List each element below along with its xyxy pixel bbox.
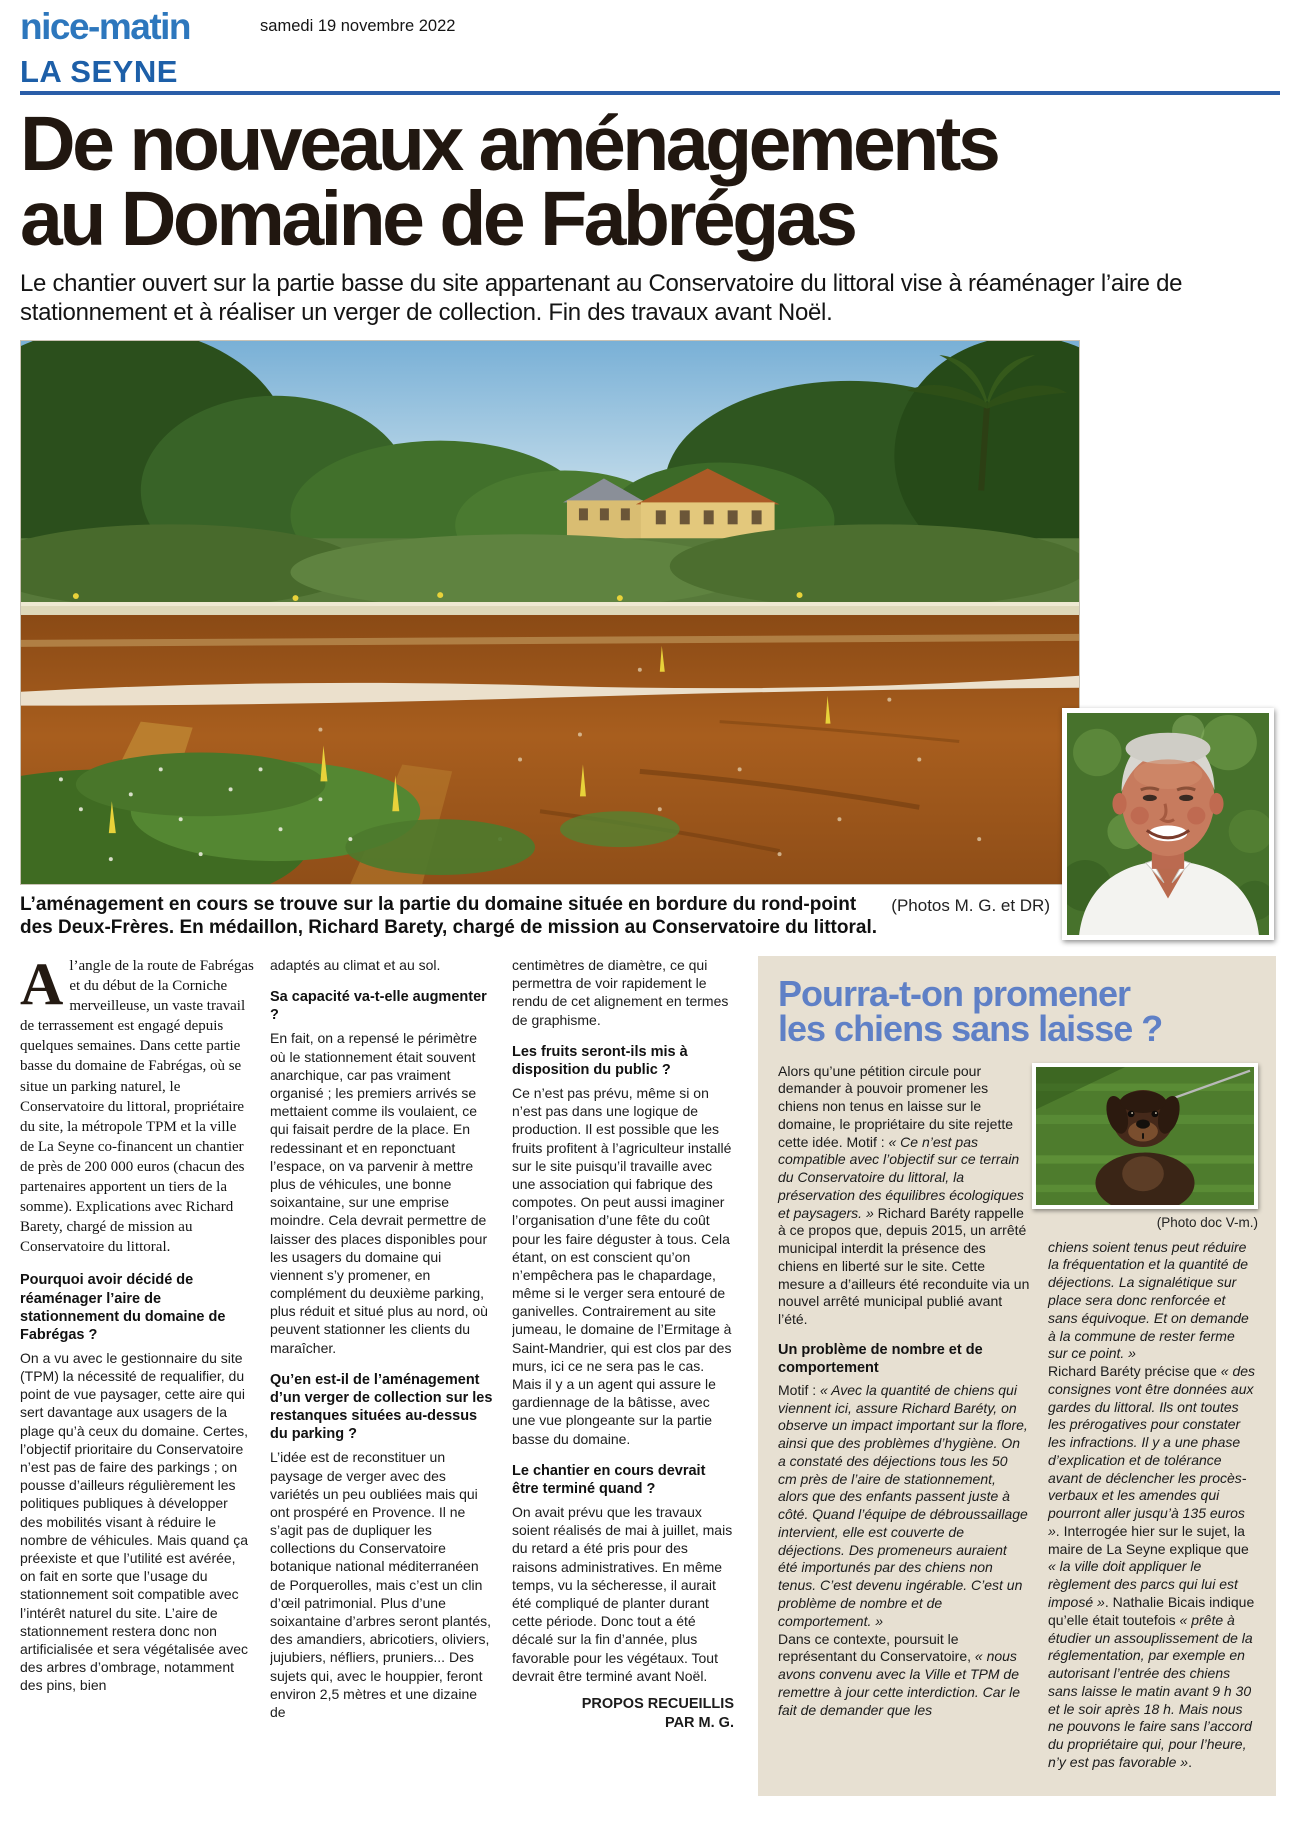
article-body	[20, 956, 1280, 1801]
answer-1: On a vu avec le gestionnaire du site (TPM) la nécessité de requalifier, du point de vue paysager, cette aire qui sert davantage aux usagers de la plage qu’à ceux du domaine. Certes, l’objectif prioritaire du Conservatoire n’est pas de faire des parkings ; on pousse d’ailleurs régulièrement les politiques publiques à développer des mobilités visant à réduire le nombre de véhicules. Mais quand ça préexiste et que l’utilité est avérée, on fait en sorte que l’usage du stationnement soit compatible avec l’intérêt naturel du site. L’aire de stationnement restera donc non artificialisée et sera végétalisée avec des arbres d’ombrage, notamment des pins, bien	[20, 1349, 249, 1694]
sidebar-box	[758, 956, 1276, 1796]
question-2: Sa capacité va-t-elle augmenter ?	[270, 989, 487, 1024]
sidebar-right-column	[1048, 1063, 1258, 1772]
column-2	[270, 956, 496, 1801]
section-label: LA SEYNE	[20, 54, 178, 89]
photo-block	[20, 340, 1080, 885]
headline-line-2: au Domaine de Fabrégas	[20, 176, 855, 263]
sidebar-paragraph-1: Alors qu’une pétition circule pour demander à pouvoir promener les chiens non tenus en laisse sur le domaine, le propriétaire du site rejette cette idée. Motif : « Ce n’est pas compatible avec l’objectif sur ce terrain du Conservatoire du littoral, la préservation des équilibres écologiques et paysagers. » Richard Baréty rappelle à ce propos que, depuis 2015, un arrêté municipal interdit la présence des chiens en liberté sur le site. Cette mesure a d’ailleurs été reconduite via un nouvel arrêté municipal publié avant l’été.	[778, 1062, 1030, 1328]
byline	[512, 1695, 734, 1734]
issue-date: samedi 19 novembre 2022	[260, 17, 456, 35]
answer-4: Ce n’est pas prévu, même si on n’est pas dans une logique de production. Il est possible que les fruits profitent à l’agriculteur installé sur le site puisqu’il travaille avec une association qui fabrique des compotes. On peut aussi imaginer l’organisation d’une fête du coût pour les faire déguster à tous. Cela étant, on est conscient qu’on n’empêchera pas le chapardage, même si le verger sera entouré de ganivelles. Contrairement au site jumeau, le domaine de l’Ermitage à Saint-Mandrier, qui est clos par des murs, ici ce ne sera pas le cas. Mais il y a un agent qui assure le gardiennage de la bâtisse, avec une vue plongeante sur la partie basse du domaine.	[512, 1085, 732, 1447]
sidebar-paragraph-4: chiens soient tenus peut réduire la fréquentation et la quantité de déjections. La signalétique sur place sera donc renforcée et sans équivoque. Et on demande à la commune de rester ferme sur ce point. »	[1048, 1238, 1249, 1362]
article-headline	[20, 101, 1280, 263]
column-1	[20, 956, 254, 1801]
column-3	[512, 956, 734, 1801]
photo-credit: (Photos M. G. et DR)	[891, 895, 1050, 915]
column-3-continuation: centimètres de diamètre, ce qui permettra de voir rapidement le rendu de cet alignement en termes de graphisme.	[512, 957, 729, 1028]
question-1: Pourquoi avoir décidé de réaménager l’aire de stationnement du domaine de Fabrégas ?	[20, 1272, 226, 1343]
headline-line-1: De nouveaux aménagements	[20, 101, 998, 187]
dropcap: A	[20, 956, 64, 1017]
inset-portrait-frame	[1062, 708, 1274, 940]
column-2-continuation: adaptés au climat et au sol.	[270, 957, 441, 973]
sidebar-paragraph-3: Dans ce contexte, poursuit le représentant du Conservatoire, « nous avons convenu avec la Ville et TPM de remettre à jour cette interdiction. Car le fait de demander que les	[778, 1630, 1020, 1718]
question-4: Les fruits seront-ils mis à disposition du public ?	[512, 1043, 688, 1078]
nice-matin-logo: nice-matin	[20, 6, 191, 47]
intro-paragraph	[20, 956, 254, 1257]
dog-photo-credit: (Photo doc V-m.)	[1156, 1214, 1258, 1230]
sidebar-title-line-1: Pourra-t-on promener	[778, 973, 1131, 1014]
section-rule-divider	[20, 91, 1280, 95]
sidebar-subhead: Un problème de nombre et de comportement	[778, 1342, 983, 1377]
landscape-photo-image	[20, 340, 1080, 885]
dog-photo-image	[1036, 1067, 1254, 1205]
sidebar-paragraph-2: Motif : « Avec la quantité de chiens qui viennent ici, assure Richard Baréty, on observe un impact important sur la flore, ainsi que des problèmes d’hygiène. On a constaté des déjections tous les 50 cm près de l’aire de stationnement, alors que des enfants passent juste à côté. Quand l’équipe de débroussaillage intervient, elle est couverte de déjections. Des promeneurs auraient été importunés par des chiens non tenus. C’est devenu ingérable. C’est un problème de nombre et de comportement. »	[778, 1381, 1028, 1629]
sidebar-title	[778, 973, 1258, 1050]
sidebar-left-column	[778, 1063, 1030, 1772]
question-5: Le chantier en cours devrait être terminé quand ?	[512, 1462, 706, 1497]
photo-caption-text: L’aménagement en cours se trouve sur la partie du domaine située en bordure du rond-point des Deux-Frères. En médaillon, Richard Barety, chargé de mission au Conservatoire du littoral.	[20, 893, 878, 939]
dog-photo-frame	[1032, 1063, 1258, 1209]
byline-line-2: PAR M. G.	[664, 1715, 734, 1732]
sidebar-title-line-2: les chiens sans laisse ?	[778, 1008, 1163, 1050]
masthead	[20, 0, 1280, 50]
sidebar-columns	[778, 1063, 1258, 1772]
answer-3: L’idée est de reconstituer un paysage de verger avec des variétés un peu oubliées mais qui ont prospéré en Provence. Il ne s’agit pas de dupliquer les collections du Conservatoire botanique national méditerranéen de Porquerolles, mais c’est un clin d’œil patrimonial. Plus d’une soixantaine d’arbres seront plantés, des amandiers, abricotiers, oliviers, jujubiers, néfliers, pruniers... Des sujets qui, avec le houppier, feront environ 2,5 mètres et une dizaine de	[270, 1449, 492, 1720]
intro-text: l’angle de la route de Fabrégas et du début de la Corniche merveilleuse, un vaste travail de terrassement est engagé depuis quelques semaines. Dans cette partie basse du domaine de Fabrégas, où se situe un parking naturel, le Conservatoire du littoral, propriétaire du site, la métropole TPM et la ville de La Seyne co-financent un chantier de près de 200 000 euros (chacun des partenaires apportent un tiers de la somme). Explications avec Richard Barety, chargé de mission au Conservatoire du littoral.	[20, 958, 254, 1256]
standfirst: Le chantier ouvert sur la partie basse du site appartenant au Conservatoire du littoral vise à réaménager l’aire de stationnement et à réaliser un verger de collection. Fin des travaux avant Noël.	[20, 269, 1183, 326]
byline-line-1: PROPOS RECUEILLIS	[581, 1695, 734, 1712]
question-3: Qu’en est-il de l’aménagement d’un verger de collection sur les restanques situées au-dessus du parking ?	[270, 1371, 493, 1443]
inset-portrait-image	[1067, 713, 1269, 935]
photo-caption	[20, 893, 1050, 941]
sidebar-paragraph-5: Richard Baréty précise que « des consignes vont être données aux gardes du littoral. Ils ont toutes les prérogatives pour constater les infractions. Il y a une phase d’explication et de tolérance avant de déclencher les procès-verbaux et les amendes qui pourront aller jusqu’à 135 euros ». Interrogée hier sur le sujet, la maire de La Seyne explique que « la ville doit appliquer le règlement des parcs qui lui est imposé ». Nathalie Bicais indique qu’elle était toutefois « prête à étudier un assouplissement de la réglementation, par exemple en autorisant l’entrée des chiens sans laisse le matin avant 9 h 30 et le soir après 18 h. Mais nous ne pouvons le faire sans l’accord du propriétaire qui, pour l’heure, n’y est pas favorable ».	[1048, 1363, 1256, 1770]
answer-5: On avait prévu que les travaux soient réalisés de mai à juillet, mais du retard a été pris pour des raisons administratives. En même temps, vu la sécheresse, il aurait été compliqué de planter durant cette période. Donc tout a été décalé sur la fin d’année, plus favorable pour les végétaux. Tout devrait être terminé avant Noël.	[512, 1504, 733, 1684]
answer-2: En fait, on a repensé le périmètre où le stationnement était souvent anarchique, car pas vraiment organisé ; les premiers arrivés se mettaient comme ils voulaient, ce qui faisait perdre de la place. En redessinant et en reponctuant l’espace, on va parvenir à mettre plus de véhicules, une bonne soixantaine, sur une emprise moindre. Cela devrait permettre de laisser des places disponibles pour les usagers du domaine qui viennent s’y promener, en complément du deuxième parking, plus réduit et situé plus au nord, où peuvent stationner les clients du maraîcher.	[270, 1030, 488, 1356]
